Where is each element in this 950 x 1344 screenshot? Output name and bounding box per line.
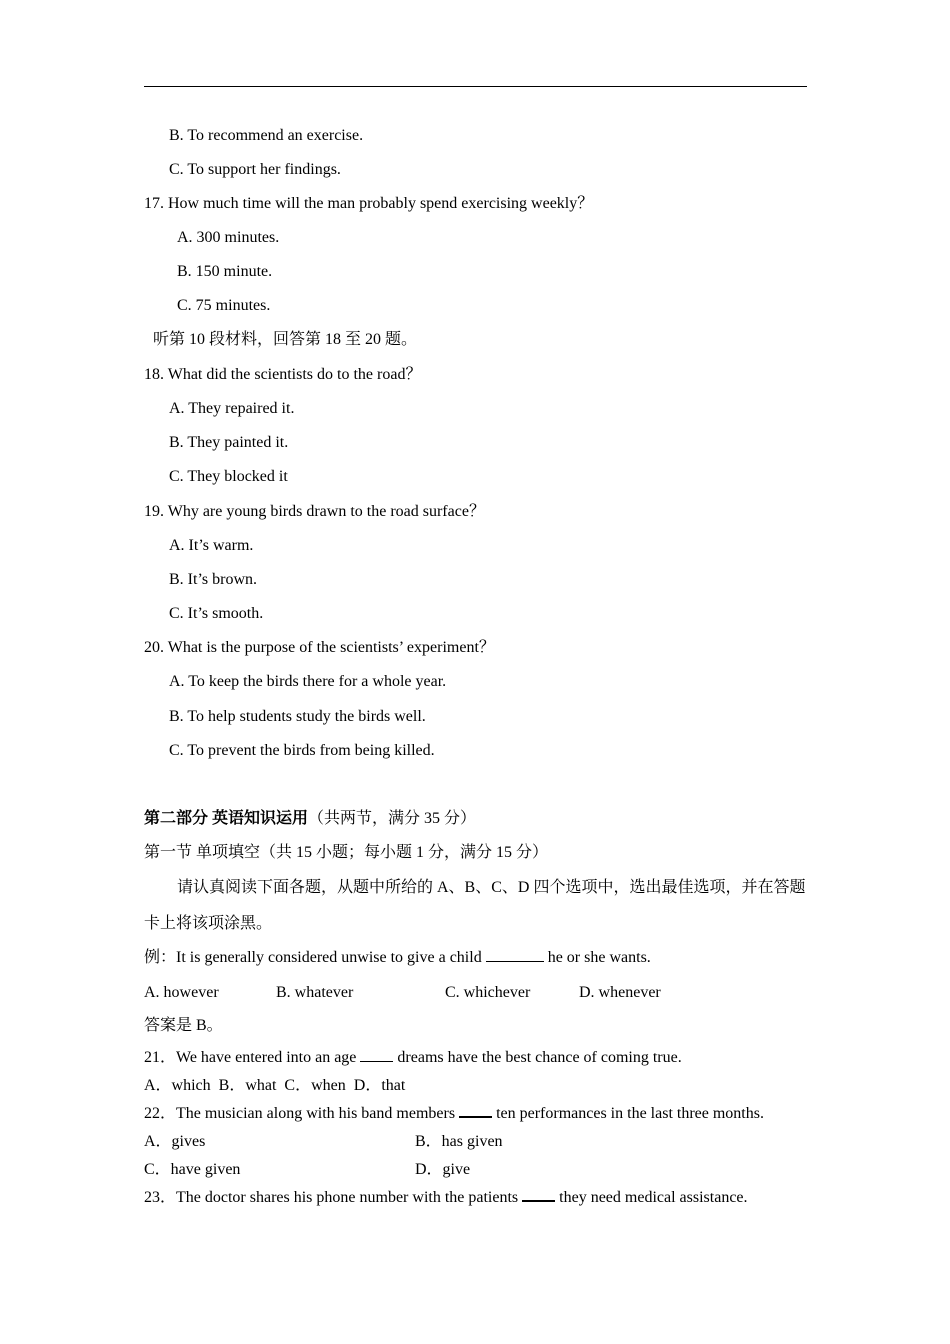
q23-suffix: they need medical assistance. [559, 1189, 748, 1206]
header-rule [144, 86, 807, 87]
q22-option-c: C．have given [144, 1161, 241, 1178]
example-option-c: C. whichever [445, 984, 531, 1001]
example-question [144, 948, 651, 968]
q23-prefix: 23．The doctor shares his phone number with the patients [144, 1189, 519, 1206]
part2-title-rest: （共两节，满分 35 分） [308, 810, 477, 827]
q23-blank [522, 1200, 555, 1202]
q20-option-b: B. To help students study the birds well. [169, 708, 426, 725]
q22-option-d: D．give [415, 1161, 471, 1178]
example-answer: 答案是 B。 [144, 1017, 223, 1034]
q17-option-b: B. 150 minute. [177, 263, 273, 280]
passage10-instruction: 听第 10 段材料，回答第 18 至 20 题。 [153, 331, 418, 348]
q21-blank [360, 1061, 393, 1062]
q21-question [144, 1048, 682, 1068]
example-blank [486, 961, 544, 962]
q20-option-a: A. To keep the birds there for a whole year. [169, 673, 447, 690]
q23-question [144, 1188, 748, 1208]
example-option-a: A. however [144, 984, 219, 1001]
q19-option-a: A. It’s warm. [169, 537, 254, 554]
q22-option-b: B．has given [415, 1133, 503, 1150]
q22-prefix: 22．The musician along with his band members [144, 1105, 456, 1122]
q22-blank [459, 1116, 492, 1118]
part2-title-bold: 第二部分 英语知识运用 [144, 810, 309, 827]
q17-option-a: A. 300 minutes. [177, 229, 280, 246]
q17-question: 17. How much time will the man probably spend exercising weekly？ [144, 195, 594, 212]
q22-option-a: A．gives [144, 1133, 206, 1150]
q21-prefix: 21．We have entered into an age [144, 1049, 357, 1066]
q16-option-b: B. To recommend an exercise. [169, 127, 364, 144]
q20-option-c: C. To prevent the birds from being killed. [169, 742, 435, 759]
q22-question [144, 1104, 764, 1124]
q18-option-b: B. They painted it. [169, 434, 289, 451]
q17-option-c: C. 75 minutes. [177, 297, 271, 314]
q19-option-c: C. It’s smooth. [169, 605, 264, 622]
q19-option-b: B. It’s brown. [169, 571, 257, 588]
q16-option-c: C. To support her findings. [169, 161, 341, 178]
q20-question: 20. What is the purpose of the scientists’ experiment？ [144, 639, 495, 656]
q18-question: 18. What did the scientists do to the road？ [144, 366, 422, 383]
q21-options: A．which B．what C．when D．that [144, 1077, 406, 1094]
example-option-d: D. whenever [579, 984, 661, 1001]
q18-option-a: A. They repaired it. [169, 400, 295, 417]
q18-option-c: C. They blocked it [169, 468, 288, 485]
part2-title [144, 809, 476, 829]
section1-title: 第一节 单项填空（共 15 小题；每小题 1 分，满分 15 分） [144, 844, 549, 861]
instruction-line1: 请认真阅读下面各题，从题中所给的 A、B、C、D 四个选项中，选出最佳选项，并在答题 [177, 879, 806, 896]
example-suffix: he or she wants. [547, 949, 651, 966]
example-option-b: B. whatever [276, 984, 354, 1001]
q22-suffix: ten performances in the last three months. [496, 1105, 764, 1122]
instruction-line2: 卡上将该项涂黑。 [144, 915, 273, 932]
q21-suffix: dreams have the best chance of coming true. [397, 1049, 682, 1066]
example-prefix: 例：It is generally considered unwise to give a child [144, 949, 482, 966]
q19-question: 19. Why are young birds drawn to the road surface？ [144, 503, 485, 520]
